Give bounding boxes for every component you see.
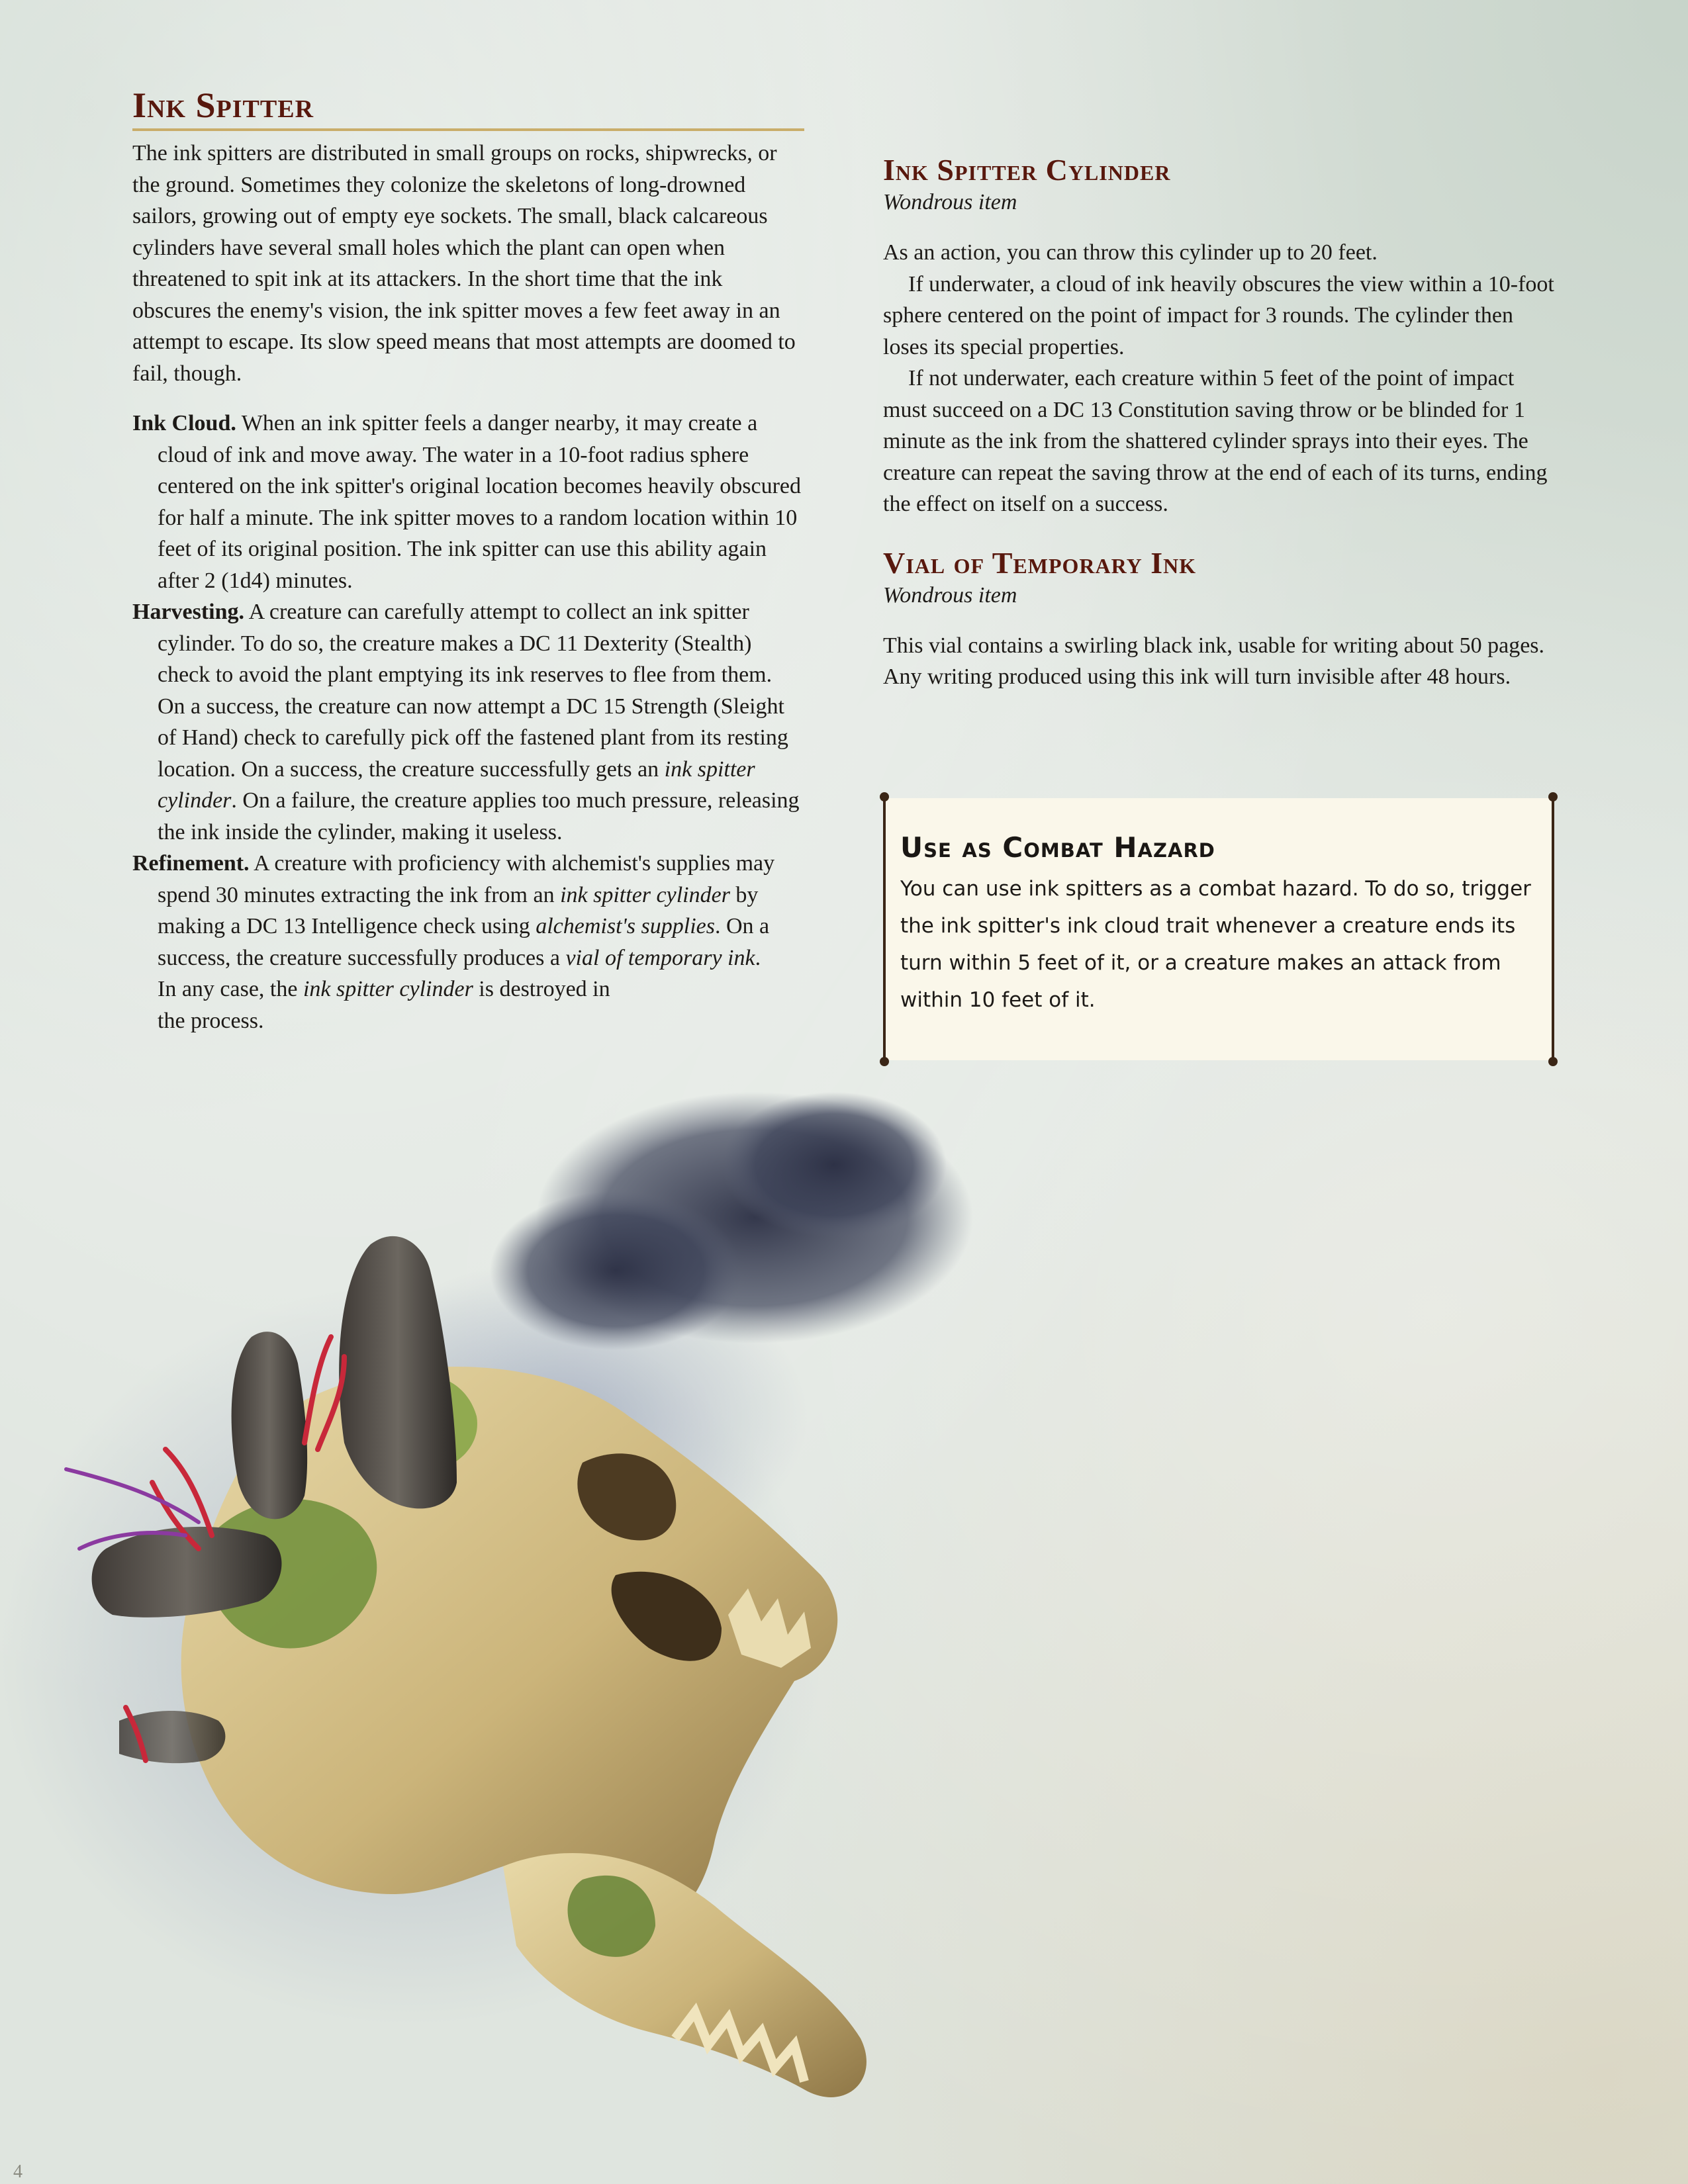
vial-paragraph: This vial contains a swirling black ink, usable for writing about 50 pages. Any writing produced using this ink will turn invisible after 48 hours. [883, 633, 1545, 689]
harvesting-italic: ink spitter cylinder [158, 756, 755, 813]
closing-italic: ink spitter cylinder [303, 977, 473, 1001]
vial-heading: Vial of Temporary Ink [883, 545, 1197, 580]
box-corner-dot [1548, 792, 1558, 801]
refinement-italic-cylinder: ink spitter cylinder [560, 882, 730, 907]
refinement-text-2: by making a DC 13 Intelligence check using [158, 882, 759, 938]
heading-rule [132, 128, 804, 131]
ink-spitter-cylinder-heading: Ink Spitter Cylinder [883, 153, 1171, 187]
combat-hazard-text: You can use ink spitters as a combat hazard. To do so, trigger the ink spitter's ink cloud trait whenever a creature ends its turn within 5 feet of it, or a creature makes an attack from within 10 feet of it. [900, 877, 1531, 1012]
refinement-text-4: . [755, 945, 761, 970]
cylinder-paragraph-1: As an action, you can throw this cylinder up to 20 feet. [883, 240, 1378, 265]
closing-text: In any case, the [158, 977, 303, 1001]
ink-spitter-intro: The ink spitters are distributed in small groups on rocks, shipwrecks, or the ground. Sometimes they colonize the skeletons of long-drowned sailors, growing out of empty eye sockets. The small, black calcareous cylinders have several small holes which the plant can open when threatened to spit ink at its attackers. In the short time that the ink obscures the enemy's vision, the ink spitter moves a few feet away in an attempt to escape. Its slow speed means that most attempts are doomed to fail, though. [132, 141, 796, 386]
refinement-italic-supplies: alchemist's supplies [536, 914, 715, 938]
refinement-text-3: . On a success, the creature successfully produces a [158, 914, 770, 970]
closing-paragraph [132, 974, 621, 1036]
harvesting-text: A creature can carefully attempt to collect an ink spitter cylinder. To do so, the creature makes a DC 11 Dexterity (Stealth) check to avoid the plant emptying its ink reserves to flee from them. On a success, the creature can now attempt a DC 15 Strength (Sleight of Hand) check to carefully pick off the fastened plant from its resting location. On a success, the creature successfully gets an [158, 600, 788, 782]
combat-hazard-heading: Use as Combat Hazard [900, 831, 1215, 864]
skull-ink-spitter-illustration [0, 1072, 1092, 2184]
harvesting-text-end: . On a failure, the creature applies too much pressure, releasing the ink inside the cylinder, making it useless. [158, 788, 800, 844]
harvesting-feature [132, 596, 804, 848]
ink-cloud-feature [132, 408, 804, 596]
ink-spitter-heading: Ink Spitter [132, 85, 314, 125]
closing-text-end: is destroyed in the process. [158, 977, 610, 1033]
refinement-italic-vial: vial of temporary ink [565, 945, 755, 970]
page-number: 4 [13, 2161, 23, 2182]
cylinder-paragraph-2: If underwater, a cloud of ink heavily obscures the view within a 10-foot sphere centered on the point of impact for 3 rounds. The cylinder then loses its special properties. [883, 271, 1554, 359]
harvesting-name: Harvesting. [132, 600, 245, 624]
right-column [883, 152, 1556, 693]
box-corner-dot [1548, 1057, 1558, 1066]
ink-cloud-name: Ink Cloud. [132, 411, 236, 435]
refinement-name: Refinement. [132, 851, 250, 876]
refinement-text: A creature with proficiency with alchemist's supplies may spend 30 minutes extracting the ink from an [158, 851, 775, 907]
vial-subtitle: Wondrous item [883, 582, 1017, 608]
refinement-feature [132, 848, 804, 974]
left-column [132, 85, 804, 1036]
cylinder-subtitle: Wondrous item [883, 190, 1017, 214]
box-corner-dot [880, 1057, 889, 1066]
box-corner-dot [880, 792, 889, 801]
ink-cloud-text: When an ink spitter feels a danger nearby, it may create a cloud of ink and move away. The water in a 10-foot radius sphere centered on the ink spitter's original location becomes heavily obscured for half a minute. The ink spitter moves to a random location within 10 feet of its original position. The ink spitter can use this ability again after 2 (1d4) minutes. [158, 411, 801, 593]
cylinder-paragraph-3: If not underwater, each creature within 5 feet of the point of impact must succeed on a DC 13 Constitution saving throw or be blinded for 1 minute as the ink from the shattered cylinder sprays into their eyes. The creature can repeat the saving throw at the end of each of its turns, ending the effect on itself on a success. [883, 366, 1548, 516]
combat-hazard-box [883, 798, 1554, 1060]
